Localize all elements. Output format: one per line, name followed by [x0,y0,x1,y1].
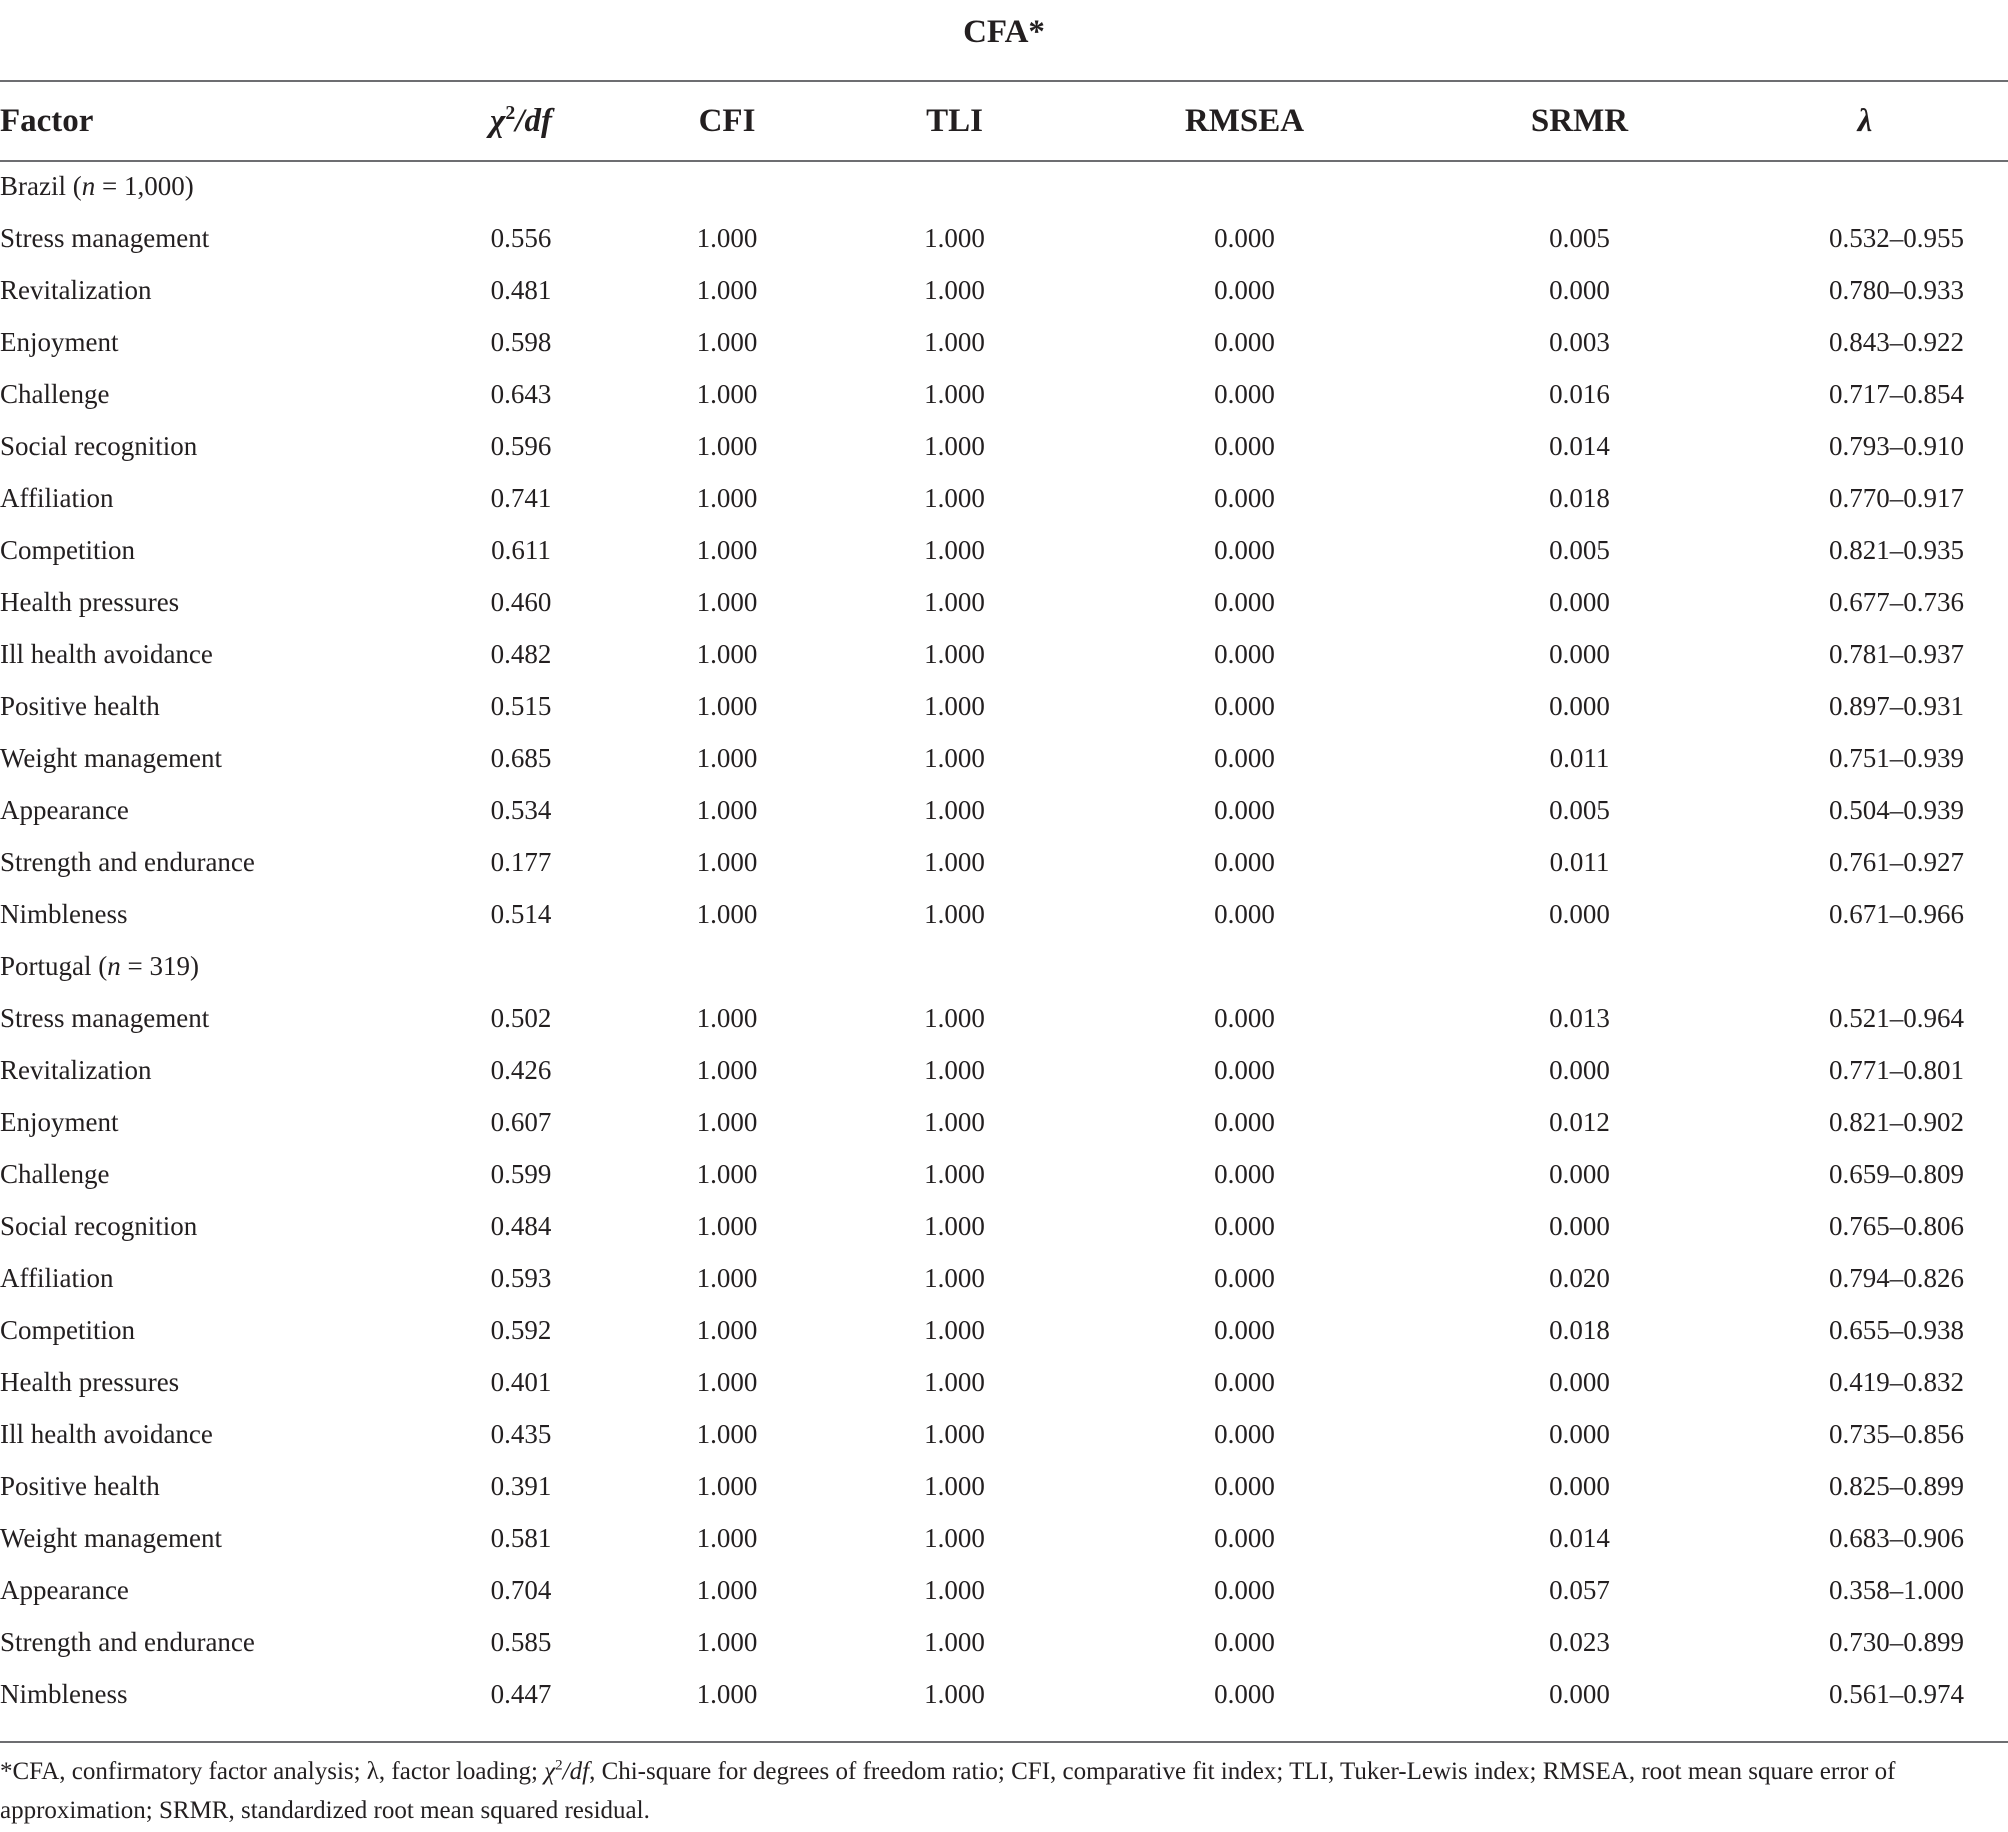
cell-chi-df: 0.581 [490,1522,552,1553]
cell-rmsea: 0.000 [1214,1158,1275,1189]
col-header-srmr: SRMR [1530,102,1629,139]
cell-chi-df: 0.598 [490,326,552,357]
table-row [0,1252,2008,1304]
cell-srmr: 0.000 [1549,1678,1610,1709]
cell-lambda: 0.671–0.966 [1829,898,1964,929]
footnote-chi-symbol: χ [544,1758,556,1785]
cell-chi-df: 0.401 [490,1366,552,1397]
cell-tli: 1.000 [924,794,985,825]
cell-chi-df: 0.704 [490,1574,552,1605]
cell-srmr: 0.000 [1549,1158,1610,1189]
group-n-value: = 319 [120,950,190,981]
bottom-rule [0,1741,2008,1743]
cell-tli: 1.000 [924,430,985,461]
cell-rmsea: 0.000 [1214,690,1275,721]
cell-cfi: 1.000 [696,1626,758,1657]
table-row [0,628,2008,680]
cell-rmsea: 0.000 [1214,1106,1275,1137]
cell-rmsea: 0.000 [1214,1418,1275,1449]
cell-rmsea: 0.000 [1214,1054,1275,1085]
chi-superscript: 2 [505,101,516,124]
table-row [0,680,2008,732]
cell-srmr: 0.000 [1549,1210,1610,1241]
cell-tli: 1.000 [924,1262,985,1293]
cell-lambda: 0.761–0.927 [1829,846,1964,877]
cell-lambda: 0.504–0.939 [1829,794,1964,825]
cell-tli: 1.000 [924,326,985,357]
cell-cfi: 1.000 [696,482,758,513]
cell-srmr: 0.018 [1549,482,1610,513]
cell-tli: 1.000 [924,1522,985,1553]
cell-cfi: 1.000 [696,1158,758,1189]
cell-lambda: 0.765–0.806 [1829,1210,1964,1241]
col-header-rmsea: RMSEA [1184,102,1305,139]
cell-rmsea: 0.000 [1214,1314,1275,1345]
group-n-label: n [107,950,121,981]
cell-rmsea: 0.000 [1214,1002,1275,1033]
cell-factor: Competition [0,1314,135,1345]
cell-cfi: 1.000 [696,1470,758,1501]
cell-tli: 1.000 [924,1366,985,1397]
group-name: Brazil [0,170,66,201]
cell-factor: Revitalization [0,274,152,305]
cell-chi-df: 0.447 [490,1678,552,1709]
table-row [0,1564,2008,1616]
cell-srmr: 0.016 [1549,378,1610,409]
cell-chi-df: 0.593 [490,1262,552,1293]
cell-srmr: 0.005 [1549,794,1610,825]
cell-tli: 1.000 [924,846,985,877]
table-footnote [0,1752,2000,1830]
cell-chi-df: 0.596 [490,430,552,461]
table-row [0,836,2008,888]
cell-factor: Stress management [0,222,210,253]
footnote-part-1: *CFA, confirmatory factor analysis; λ, factor loading; [0,1758,545,1785]
cell-rmsea: 0.000 [1214,794,1275,825]
cell-chi-df: 0.460 [490,586,552,617]
cell-cfi: 1.000 [696,690,758,721]
cell-rmsea: 0.000 [1214,1678,1275,1709]
cell-srmr: 0.011 [1549,742,1610,773]
cell-factor: Weight management [0,742,222,773]
cell-rmsea: 0.000 [1214,1470,1275,1501]
cell-factor: Ill health avoidance [0,638,213,669]
cell-tli: 1.000 [924,1418,985,1449]
cell-tli: 1.000 [924,1054,985,1085]
cell-rmsea: 0.000 [1214,534,1275,565]
table-row [0,732,2008,784]
table-row [0,1668,2008,1720]
table-row [0,1408,2008,1460]
cfa-table [0,82,2008,1720]
group-n-value: = 1,000 [95,170,185,201]
cell-srmr: 0.000 [1549,1418,1610,1449]
cell-chi-df: 0.177 [490,846,552,877]
cell-chi-df: 0.611 [491,534,551,565]
cell-tli: 1.000 [924,1106,985,1137]
cell-chi-df: 0.643 [490,378,552,409]
cell-lambda: 0.683–0.906 [1829,1522,1964,1553]
table-row [0,472,2008,524]
cell-factor: Positive health [0,1470,160,1501]
cell-srmr: 0.012 [1549,1106,1610,1137]
cell-rmsea: 0.000 [1214,1366,1275,1397]
cell-tli: 1.000 [924,1678,985,1709]
cell-factor: Affiliation [0,1262,114,1293]
cell-srmr: 0.023 [1549,1626,1610,1657]
cell-srmr: 0.000 [1549,898,1610,929]
cell-srmr: 0.000 [1549,1054,1610,1085]
cell-rmsea: 0.000 [1214,638,1275,669]
cell-rmsea: 0.000 [1214,1210,1275,1241]
header-row [0,82,2008,160]
cell-lambda: 0.793–0.910 [1829,430,1964,461]
cell-rmsea: 0.000 [1214,222,1275,253]
cell-lambda: 0.781–0.937 [1829,638,1964,669]
cell-tli: 1.000 [924,1314,985,1345]
cell-srmr: 0.014 [1549,430,1610,461]
cell-lambda: 0.659–0.809 [1829,1158,1964,1189]
table-row [0,264,2008,316]
table-row [0,784,2008,836]
cell-srmr: 0.003 [1549,326,1610,357]
group-row [0,940,2008,992]
cell-srmr: 0.057 [1549,1574,1610,1605]
cell-cfi: 1.000 [696,1210,758,1241]
cell-factor: Enjoyment [0,1106,119,1137]
cell-rmsea: 0.000 [1214,1574,1275,1605]
cell-cfi: 1.000 [696,1522,758,1553]
cell-chi-df: 0.599 [490,1158,552,1189]
cell-cfi: 1.000 [696,1054,758,1085]
cell-factor: Enjoyment [0,326,119,357]
cell-chi-df: 0.484 [490,1210,552,1241]
cell-lambda: 0.735–0.856 [1829,1418,1964,1449]
cell-factor: Challenge [0,1158,110,1189]
cell-tli: 1.000 [924,1626,985,1657]
cell-srmr: 0.005 [1549,534,1610,565]
cell-srmr: 0.014 [1549,1522,1610,1553]
table-row [0,1148,2008,1200]
table-row [0,1616,2008,1668]
cell-srmr: 0.000 [1549,274,1610,305]
cell-tli: 1.000 [924,222,985,253]
cell-tli: 1.000 [924,1210,985,1241]
cell-lambda: 0.419–0.832 [1829,1366,1964,1397]
cell-chi-df: 0.435 [490,1418,552,1449]
cell-factor: Competition [0,534,135,565]
cell-chi-df: 0.585 [490,1626,552,1657]
cell-factor: Nimbleness [0,1678,128,1709]
cell-chi-df: 0.426 [490,1054,552,1085]
cell-lambda: 0.770–0.917 [1829,482,1964,513]
cell-factor: Strength and endurance [0,846,255,877]
cell-lambda: 0.825–0.899 [1829,1470,1964,1501]
cell-srmr: 0.000 [1549,638,1610,669]
table-row [0,212,2008,264]
cell-rmsea: 0.000 [1214,378,1275,409]
cell-srmr: 0.000 [1549,1366,1610,1397]
cell-lambda: 0.771–0.801 [1829,1054,1964,1085]
table-row [0,1044,2008,1096]
group-name: Portugal [0,950,92,981]
col-header-lambda [1722,82,2008,160]
cell-lambda: 0.655–0.938 [1829,1314,1964,1345]
cell-chi-df: 0.607 [490,1106,552,1137]
cell-lambda: 0.794–0.826 [1829,1262,1964,1293]
cell-factor: Affiliation [0,482,114,513]
table-title: CFA* [963,14,1045,50]
cell-chi-df: 0.556 [490,222,552,253]
cell-rmsea: 0.000 [1214,1626,1275,1657]
group-n-label: n [81,170,96,201]
cell-chi-df: 0.391 [490,1470,552,1501]
table-row [0,1304,2008,1356]
cell-chi-df: 0.534 [490,794,552,825]
cell-tli: 1.000 [924,1470,985,1501]
cell-tli: 1.000 [924,1002,985,1033]
cell-cfi: 1.000 [696,586,758,617]
cell-factor: Positive health [0,690,160,721]
cell-lambda: 0.717–0.854 [1829,378,1964,409]
cell-srmr: 0.020 [1549,1262,1610,1293]
cell-lambda: 0.358–1.000 [1829,1574,1964,1605]
cell-srmr: 0.000 [1549,586,1610,617]
cell-tli: 1.000 [924,274,985,305]
footnote-chi-denominator: /df [562,1758,590,1785]
cell-cfi: 1.000 [696,378,758,409]
cell-tli: 1.000 [924,482,985,513]
table-row [0,1356,2008,1408]
cell-rmsea: 0.000 [1214,586,1275,617]
table-row [0,1200,2008,1252]
cell-tli: 1.000 [924,378,985,409]
cell-cfi: 1.000 [696,1574,758,1605]
cell-rmsea: 0.000 [1214,846,1275,877]
table-row [0,992,2008,1044]
cell-srmr: 0.000 [1549,690,1610,721]
cell-factor: Challenge [0,378,110,409]
cell-rmsea: 0.000 [1214,482,1275,513]
cell-factor: Revitalization [0,1054,152,1085]
cell-factor: Health pressures [0,586,180,617]
cell-srmr: 0.000 [1549,1470,1610,1501]
table-row [0,1096,2008,1148]
cell-chi-df: 0.514 [490,898,552,929]
footnote-part-2: , Chi-square for degrees of freedom ratio; CFI, comparative fit index; TLI, Tuker-Lewis index; RMSEA, root mean square error of approximation; SRMR, standardized root mean squared residual. [0,1758,1896,1824]
lambda-symbol: λ [1857,102,1873,139]
cell-lambda: 0.532–0.955 [1829,222,1964,253]
cell-cfi: 1.000 [696,430,758,461]
col-header-cfi: CFI [698,102,756,139]
chi-denominator: /df [515,102,552,139]
cell-lambda: 0.561–0.974 [1829,1678,1964,1709]
cell-lambda: 0.521–0.964 [1829,1002,1964,1033]
cell-chi-df: 0.685 [490,742,552,773]
cell-factor: Social recognition [0,1210,198,1241]
cell-cfi: 1.000 [696,898,758,929]
col-header-chi-df [445,82,597,160]
cell-cfi: 1.000 [696,1002,758,1033]
cell-cfi: 1.000 [696,1418,758,1449]
cell-cfi: 1.000 [696,1314,758,1345]
cell-srmr: 0.013 [1549,1002,1610,1033]
chi-symbol: χ [490,102,506,139]
cell-chi-df: 0.741 [490,482,552,513]
cell-factor: Appearance [0,794,129,825]
cell-tli: 1.000 [924,638,985,669]
group-row [0,160,2008,212]
cell-cfi: 1.000 [696,274,758,305]
cell-tli: 1.000 [924,898,985,929]
cell-factor: Health pressures [0,1366,180,1397]
cell-factor: Strength and endurance [0,1626,255,1657]
table-row [0,1512,2008,1564]
cell-chi-df: 0.515 [490,690,552,721]
cell-rmsea: 0.000 [1214,1522,1275,1553]
cell-cfi: 1.000 [696,1262,758,1293]
cell-srmr: 0.018 [1549,1314,1610,1345]
cell-factor: Stress management [0,1002,210,1033]
cell-cfi: 1.000 [696,326,758,357]
cell-lambda: 0.821–0.935 [1829,534,1964,565]
table-row [0,524,2008,576]
cell-tli: 1.000 [924,1158,985,1189]
cell-rmsea: 0.000 [1214,1262,1275,1293]
cell-cfi: 1.000 [696,742,758,773]
cell-rmsea: 0.000 [1214,742,1275,773]
table-row [0,1460,2008,1512]
cell-chi-df: 0.482 [490,638,552,669]
cell-chi-df: 0.502 [490,1002,552,1033]
cell-cfi: 1.000 [696,794,758,825]
footnote-chi-superscript: 2 [555,1757,563,1774]
cell-tli: 1.000 [924,690,985,721]
cell-factor: Nimbleness [0,898,128,929]
cell-lambda: 0.843–0.922 [1829,326,1964,357]
cell-lambda: 0.730–0.899 [1829,1626,1964,1657]
table-row [0,888,2008,940]
cell-cfi: 1.000 [696,1366,758,1397]
cell-factor: Appearance [0,1574,129,1605]
table-row [0,368,2008,420]
cell-chi-df: 0.592 [490,1314,552,1345]
cell-tli: 1.000 [924,534,985,565]
cell-chi-df: 0.481 [490,274,552,305]
cell-srmr: 0.005 [1549,222,1610,253]
table-body [0,160,2008,1720]
table-row [0,576,2008,628]
cell-lambda: 0.897–0.931 [1829,690,1964,721]
cell-cfi: 1.000 [696,1678,758,1709]
group-label: Portugal (n = 319) [0,950,199,981]
cell-cfi: 1.000 [696,638,758,669]
cell-tli: 1.000 [924,1574,985,1605]
cell-cfi: 1.000 [696,222,758,253]
cell-cfi: 1.000 [696,534,758,565]
cell-lambda: 0.677–0.736 [1829,586,1964,617]
cell-rmsea: 0.000 [1214,430,1275,461]
table-row [0,420,2008,472]
cell-factor: Social recognition [0,430,198,461]
cell-lambda: 0.780–0.933 [1829,274,1964,305]
cell-rmsea: 0.000 [1214,326,1275,357]
col-header-tli: TLI [926,102,983,139]
col-header-factor: Factor [0,102,94,139]
cell-cfi: 1.000 [696,1106,758,1137]
cell-lambda: 0.821–0.902 [1829,1106,1964,1137]
cell-rmsea: 0.000 [1214,898,1275,929]
cell-tli: 1.000 [924,586,985,617]
cell-factor: Ill health avoidance [0,1418,213,1449]
cell-cfi: 1.000 [696,846,758,877]
cell-lambda: 0.751–0.939 [1829,742,1964,773]
cell-factor: Weight management [0,1522,222,1553]
cell-rmsea: 0.000 [1214,274,1275,305]
cell-tli: 1.000 [924,742,985,773]
cell-srmr: 0.011 [1549,846,1610,877]
group-label: Brazil (n = 1,000) [0,170,194,201]
table-row [0,316,2008,368]
